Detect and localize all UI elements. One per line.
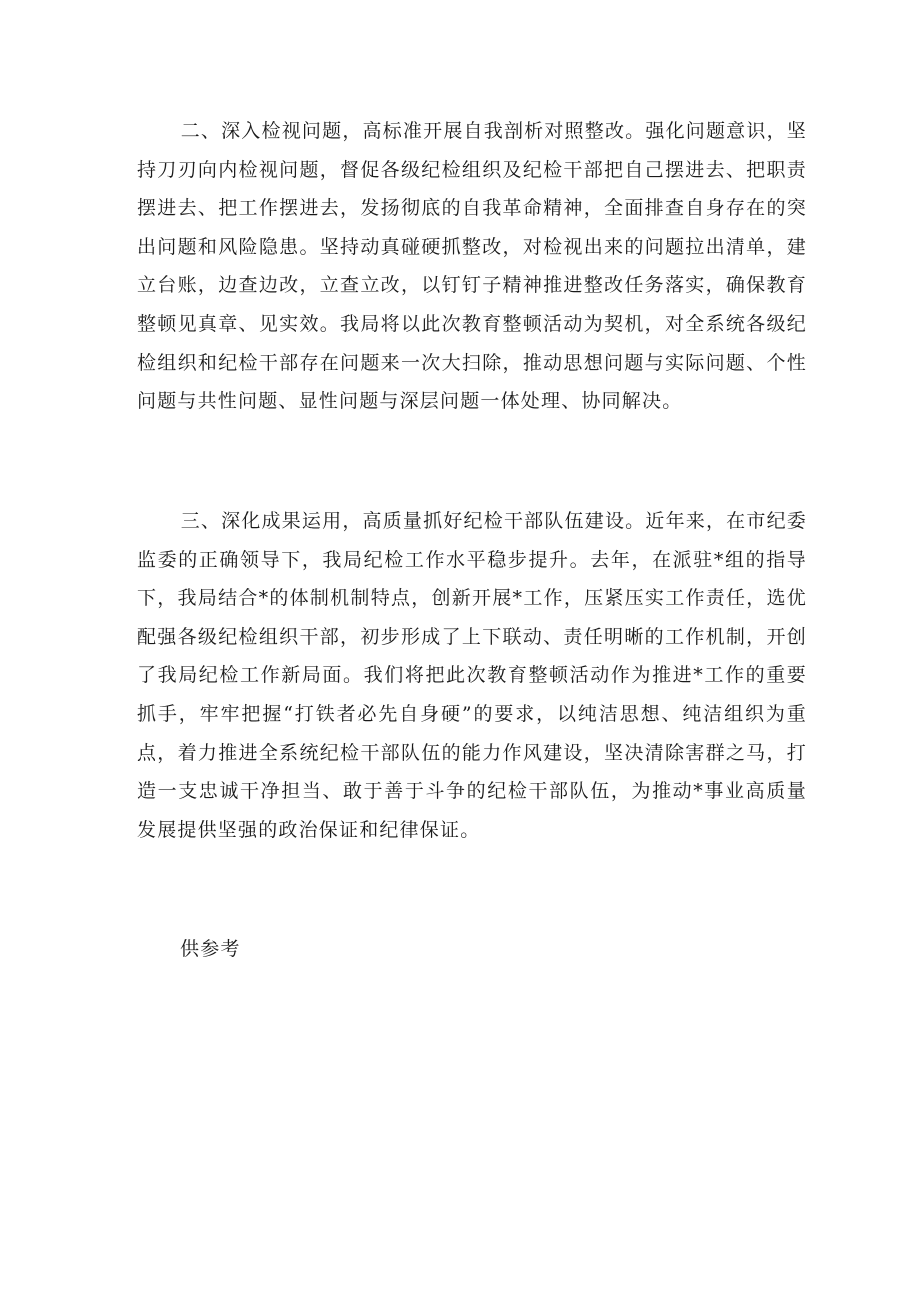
paragraph-text: 三、深化成果运用，高质量抓好纪检干部队伍建设。近年来，在市纪委监委的正确领导下，我局纪检工作水平稳步提升。去年，在派驻*组的指导下，我局结合*的体制机制特点，创新开展*工作，压紧压实工作责任，选优配强各级纪检组织干部，初步形成了上下联动、责任明晰的工作机制，开创了我局纪检工作新局面。我们将把此次教育整顿活动作为推进*工作的重要抓手，牢牢把握“打铁者必先自身硬”的要求，以纯洁思想、纯洁组织为重点，着力推进全系统纪检干部队伍的能力作风建设，坚决清除害群之马，打造一支忠诚干净担当、敢于善于斗争的纪检干部队伍，为推动*事业高质量发展提供坚强的政治保证和纪律保证。 xyxy=(137,510,807,841)
closing-note: 供参考 xyxy=(180,938,241,960)
paragraph-section-two xyxy=(137,112,807,421)
paragraph-section-three xyxy=(137,502,807,849)
paragraph-text: 二、深入检视问题，高标准开展自我剖析对照整改。强化问题意识，坚持刀刃向内检视问题，督促各级纪检组织及纪检干部把自己摆进去、把职责摆进去、把工作摆进去，发扬彻底的自我革命精神，全面排查自身存在的突出问题和风险隐患。坚持动真碰硬抓整改，对检视出来的问题拉出清单，建立台账，边查边改，立查立改，以钉钉子精神推进整改任务落实，确保教育整顿见真章、见实效。我局将以此次教育整顿活动为契机，对全系统各级纪检组织和纪检干部存在问题来一次大扫除，推动思想问题与实际问题、个性问题与共性问题、显性问题与深层问题一体处理、协同解决。 xyxy=(137,120,807,413)
